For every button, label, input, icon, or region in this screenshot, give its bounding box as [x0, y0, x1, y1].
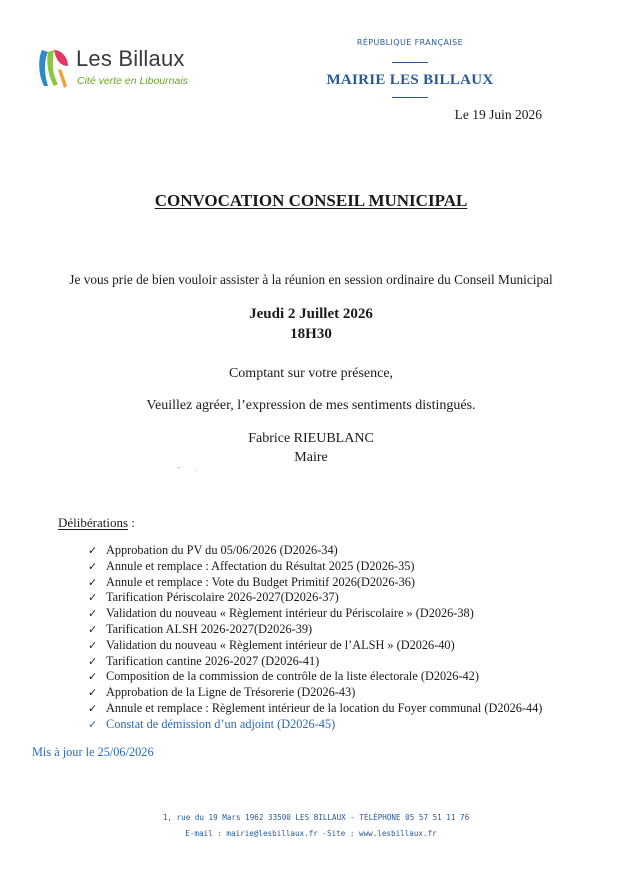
check-icon: ✓	[88, 544, 98, 557]
list-item	[88, 701, 542, 717]
list-item	[88, 559, 542, 575]
header-rule-bottom	[392, 97, 428, 98]
header-rule-top	[392, 62, 428, 63]
document-title	[0, 191, 622, 211]
list-item	[88, 575, 542, 591]
list-item-text: Tarification ALSH 2026-2027(D2026-39)	[106, 621, 313, 636]
logo-emblem-icon	[34, 44, 74, 92]
list-item	[88, 669, 542, 685]
list-item	[88, 685, 542, 701]
list-item-text: Annule et remplace : Vote du Budget Primitif 2026(D2026-36)	[106, 574, 415, 589]
scan-speck	[196, 470, 197, 471]
list-item-text: Validation du nouveau « Règlement intérieur du Périscolaire » (D2026-38)	[106, 606, 474, 621]
document-date: Le 19 Juin 2026	[454, 107, 542, 122]
check-icon: ✓	[88, 622, 98, 636]
logo-name: Les Billaux	[76, 46, 185, 71]
list-item-text: Tarification cantine 2026-2027 (D2026-41)	[106, 653, 320, 668]
check-icon: ✓	[88, 717, 98, 731]
signer-name: Fabrice RIEUBLANC	[248, 431, 374, 446]
list-item-text: Composition de la commission de contrôle de la liste électorale (D2026-42)	[106, 669, 479, 684]
commune-logo	[34, 44, 204, 94]
closing-line: Comptant sur votre présence,	[228, 366, 394, 381]
deliberations-heading	[58, 515, 135, 531]
check-icon: ✓	[88, 559, 98, 573]
list-item-text: Constat de démission d’un adjoint (D2026-45)	[106, 716, 336, 731]
check-icon: ✓	[88, 638, 98, 652]
check-icon: ✓	[88, 686, 98, 700]
footer-contact: E-mail : mairie@lesbillaux.fr -Site : www.lesbillaux.fr	[185, 829, 437, 838]
republic-label: RÉPUBLIQUE FRANÇAISE	[356, 38, 464, 47]
logo-tagline: Cité verte en Libournais	[77, 75, 188, 87]
list-item-text: Approbation du PV du 05/06/2026 (D2026-34)	[106, 543, 338, 557]
list-item	[88, 606, 542, 622]
intro-text: Je vous prie de bien vouloir assister à la réunion en session ordinaire du Conseil Municipal	[69, 272, 553, 287]
list-item-text: Annule et remplace : Règlement intérieur de la location du Foyer communal (D2026-44)	[106, 700, 543, 715]
document-title-text: CONVOCATION CONSEIL MUNICIPAL	[154, 191, 468, 210]
signer-role: Maire	[294, 450, 328, 465]
check-icon: ✓	[88, 575, 98, 589]
list-item-text: Tarification Périscolaire 2026-2027(D2026-37)	[106, 590, 339, 605]
deliberations-heading-suffix: :	[128, 515, 135, 530]
list-item	[88, 654, 542, 670]
list-item-text: Annule et remplace : Affectation du Résultat 2025 (D2026-35)	[106, 558, 415, 573]
meeting-time: 18H30	[290, 326, 332, 342]
check-icon: ✓	[88, 591, 98, 605]
list-item-added	[88, 717, 542, 733]
list-item	[88, 622, 542, 638]
mairie-title: MAIRIE LES BILLAUX	[326, 72, 494, 88]
deliberations-list	[88, 543, 542, 733]
list-item	[88, 590, 542, 606]
check-icon: ✓	[88, 670, 98, 684]
check-icon: ✓	[88, 701, 98, 715]
check-icon: ✓	[88, 654, 98, 668]
list-item-text: Approbation de la Ligne de Trésorerie (D2026-43)	[106, 685, 356, 700]
list-item	[88, 638, 542, 654]
meeting-date: Jeudi 2 Juillet 2026	[249, 306, 373, 322]
footer-address: 1, rue du 19 Mars 1962 33500 LES BILLAUX - TÉLÉPHONE 05 57 51 11 76	[162, 813, 470, 822]
check-icon: ✓	[88, 607, 98, 621]
list-item	[88, 543, 542, 559]
list-item-text: Validation du nouveau « Règlement intérieur de l’ALSH » (D2026-40)	[106, 637, 455, 652]
scan-speck	[178, 467, 180, 468]
deliberations-heading-label: Délibérations	[58, 515, 129, 530]
salutation: Veuillez agréer, l’expression de mes sentiments distingués.	[146, 398, 476, 413]
update-note: Mis à jour le 25/06/2026	[32, 745, 154, 759]
